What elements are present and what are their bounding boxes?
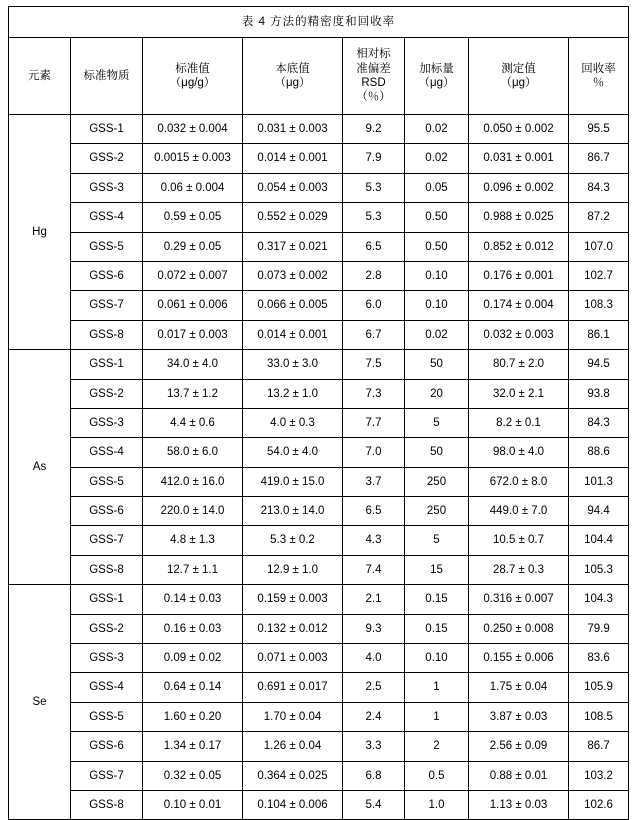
cell-material: GSS-2	[71, 379, 143, 408]
cell-material: GSS-3	[71, 408, 143, 437]
header-reference-material: 标准物质	[71, 38, 143, 115]
cell-measured: 0.316 ± 0.007	[469, 585, 569, 614]
cell-material: GSS-6	[71, 497, 143, 526]
cell-background: 0.054 ± 0.003	[243, 173, 343, 202]
cell-background: 0.132 ± 0.012	[243, 614, 343, 643]
cell-standard: 4.4 ± 0.6	[143, 408, 243, 437]
table-row	[9, 438, 629, 467]
cell-recovery: 87.2	[569, 203, 629, 232]
cell-spike: 0.15	[405, 614, 469, 643]
cell-recovery: 94.5	[569, 350, 629, 379]
cell-material: GSS-1	[71, 585, 143, 614]
cell-recovery: 102.7	[569, 261, 629, 290]
cell-spike: 50	[405, 350, 469, 379]
group-label-hg: Hg	[9, 115, 71, 350]
table-row	[9, 702, 629, 731]
header-recovery-line2: ％	[592, 77, 605, 89]
cell-measured: 0.88 ± 0.01	[469, 761, 569, 790]
table-row	[9, 732, 629, 761]
table-row	[9, 761, 629, 790]
cell-material: GSS-1	[71, 115, 143, 144]
cell-rsd: 4.0	[343, 644, 405, 673]
cell-recovery: 104.3	[569, 585, 629, 614]
table-row	[9, 203, 629, 232]
cell-spike: 5	[405, 526, 469, 555]
cell-background: 0.552 ± 0.029	[243, 203, 343, 232]
cell-recovery: 95.5	[569, 115, 629, 144]
cell-rsd: 6.8	[343, 761, 405, 790]
cell-material: GSS-8	[71, 790, 143, 819]
cell-spike: 0.15	[405, 585, 469, 614]
cell-standard: 0.072 ± 0.007	[143, 261, 243, 290]
cell-standard: 1.34 ± 0.17	[143, 732, 243, 761]
cell-recovery: 107.0	[569, 232, 629, 261]
cell-rsd: 6.5	[343, 232, 405, 261]
cell-material: GSS-8	[71, 320, 143, 349]
cell-material: GSS-5	[71, 467, 143, 496]
cell-standard: 1.60 ± 0.20	[143, 702, 243, 731]
cell-rsd: 7.3	[343, 379, 405, 408]
cell-spike: 15	[405, 555, 469, 584]
cell-recovery: 86.7	[569, 732, 629, 761]
cell-measured: 8.2 ± 0.1	[469, 408, 569, 437]
header-background-value-label: 本底值	[275, 62, 310, 75]
table-row	[9, 232, 629, 261]
cell-rsd: 3.3	[343, 732, 405, 761]
cell-measured: 0.155 ± 0.006	[469, 644, 569, 673]
cell-standard: 0.14 ± 0.03	[143, 585, 243, 614]
header-standard-value-label: 标准值	[175, 62, 210, 75]
cell-standard: 4.8 ± 1.3	[143, 526, 243, 555]
header-standard-value	[143, 38, 243, 115]
cell-standard: 0.59 ± 0.05	[143, 203, 243, 232]
cell-background: 213.0 ± 14.0	[243, 497, 343, 526]
cell-background: 0.014 ± 0.001	[243, 144, 343, 173]
table-row	[9, 291, 629, 320]
cell-spike: 1	[405, 702, 469, 731]
cell-measured: 28.7 ± 0.3	[469, 555, 569, 584]
cell-measured: 0.852 ± 0.012	[469, 232, 569, 261]
table-row	[9, 261, 629, 290]
cell-material: GSS-7	[71, 526, 143, 555]
cell-background: 0.031 ± 0.003	[243, 115, 343, 144]
table-row	[9, 555, 629, 584]
cell-recovery: 105.9	[569, 673, 629, 702]
cell-standard: 220.0 ± 14.0	[143, 497, 243, 526]
cell-material: GSS-8	[71, 555, 143, 584]
cell-background: 0.073 ± 0.002	[243, 261, 343, 290]
cell-background: 33.0 ± 3.0	[243, 350, 343, 379]
cell-background: 0.317 ± 0.021	[243, 232, 343, 261]
cell-spike: 250	[405, 497, 469, 526]
cell-rsd: 9.3	[343, 614, 405, 643]
cell-measured: 449.0 ± 7.0	[469, 497, 569, 526]
header-spike-label: 加标量	[419, 62, 454, 75]
cell-background: 0.364 ± 0.025	[243, 761, 343, 790]
cell-spike: 2	[405, 732, 469, 761]
cell-standard: 0.29 ± 0.05	[143, 232, 243, 261]
cell-rsd: 6.5	[343, 497, 405, 526]
header-rsd-line1: 相对标	[356, 48, 391, 61]
header-measured-label: 测定值	[501, 62, 536, 75]
cell-material: GSS-3	[71, 644, 143, 673]
cell-spike: 0.50	[405, 232, 469, 261]
precision-recovery-table	[8, 6, 629, 820]
table-row	[9, 115, 629, 144]
cell-rsd: 5.4	[343, 790, 405, 819]
cell-background: 54.0 ± 4.0	[243, 438, 343, 467]
cell-measured: 0.988 ± 0.025	[469, 203, 569, 232]
cell-recovery: 86.7	[569, 144, 629, 173]
table-title-row	[9, 7, 629, 38]
cell-rsd: 7.5	[343, 350, 405, 379]
cell-measured: 1.13 ± 0.03	[469, 790, 569, 819]
header-background-value-unit: （μg）	[274, 77, 311, 89]
cell-background: 13.2 ± 1.0	[243, 379, 343, 408]
cell-rsd: 7.0	[343, 438, 405, 467]
cell-background: 0.159 ± 0.003	[243, 585, 343, 614]
header-spike	[405, 38, 469, 115]
cell-background: 0.066 ± 0.005	[243, 291, 343, 320]
cell-material: GSS-4	[71, 673, 143, 702]
cell-material: GSS-1	[71, 350, 143, 379]
header-rsd-line4: （％）	[356, 91, 391, 104]
table-row	[9, 144, 629, 173]
cell-rsd: 2.1	[343, 585, 405, 614]
header-spike-unit: （μg）	[418, 77, 455, 89]
cell-measured: 672.0 ± 8.0	[469, 467, 569, 496]
cell-recovery: 86.1	[569, 320, 629, 349]
cell-rsd: 7.4	[343, 555, 405, 584]
table-row	[9, 320, 629, 349]
cell-material: GSS-7	[71, 291, 143, 320]
table-row	[9, 644, 629, 673]
cell-rsd: 5.3	[343, 203, 405, 232]
header-standard-value-unit: （μg/g）	[169, 77, 216, 89]
cell-standard: 0.06 ± 0.004	[143, 173, 243, 202]
cell-spike: 0.50	[405, 203, 469, 232]
table-row	[9, 467, 629, 496]
cell-recovery: 108.5	[569, 702, 629, 731]
group-label-se: Se	[9, 585, 71, 820]
cell-standard: 0.0015 ± 0.003	[143, 144, 243, 173]
cell-material: GSS-5	[71, 232, 143, 261]
cell-standard: 0.017 ± 0.003	[143, 320, 243, 349]
cell-rsd: 3.7	[343, 467, 405, 496]
header-measured-unit: （μg）	[500, 77, 537, 89]
cell-rsd: 9.2	[343, 115, 405, 144]
table-row	[9, 497, 629, 526]
cell-measured: 3.87 ± 0.03	[469, 702, 569, 731]
table-body	[9, 7, 629, 820]
cell-background: 419.0 ± 15.0	[243, 467, 343, 496]
cell-spike: 1	[405, 673, 469, 702]
cell-rsd: 2.5	[343, 673, 405, 702]
table-row	[9, 379, 629, 408]
cell-background: 12.9 ± 1.0	[243, 555, 343, 584]
table-row	[9, 673, 629, 702]
table-row	[9, 408, 629, 437]
cell-standard: 34.0 ± 4.0	[143, 350, 243, 379]
cell-material: GSS-2	[71, 144, 143, 173]
cell-recovery: 88.6	[569, 438, 629, 467]
cell-standard: 0.16 ± 0.03	[143, 614, 243, 643]
cell-background: 0.014 ± 0.001	[243, 320, 343, 349]
header-rsd-line2: 准偏差	[356, 62, 391, 75]
cell-spike: 20	[405, 379, 469, 408]
cell-background: 0.104 ± 0.006	[243, 790, 343, 819]
table-row	[9, 585, 629, 614]
cell-material: GSS-6	[71, 732, 143, 761]
group-label-as: As	[9, 350, 71, 585]
cell-rsd: 6.0	[343, 291, 405, 320]
cell-standard: 0.061 ± 0.006	[143, 291, 243, 320]
cell-measured: 0.250 ± 0.008	[469, 614, 569, 643]
cell-spike: 5	[405, 408, 469, 437]
cell-rsd: 4.3	[343, 526, 405, 555]
cell-material: GSS-6	[71, 261, 143, 290]
cell-measured: 0.096 ± 0.002	[469, 173, 569, 202]
cell-background: 1.70 ± 0.04	[243, 702, 343, 731]
cell-standard: 0.64 ± 0.14	[143, 673, 243, 702]
cell-spike: 50	[405, 438, 469, 467]
cell-rsd: 7.9	[343, 144, 405, 173]
table-row	[9, 526, 629, 555]
table-title: 表 4 方法的精密度和回收率	[9, 7, 629, 38]
cell-spike: 0.5	[405, 761, 469, 790]
cell-spike: 1.0	[405, 790, 469, 819]
cell-recovery: 104.4	[569, 526, 629, 555]
header-rsd	[343, 38, 405, 115]
cell-measured: 0.050 ± 0.002	[469, 115, 569, 144]
cell-recovery: 102.6	[569, 790, 629, 819]
cell-material: GSS-3	[71, 173, 143, 202]
cell-material: GSS-4	[71, 438, 143, 467]
cell-spike: 0.10	[405, 261, 469, 290]
cell-standard: 12.7 ± 1.1	[143, 555, 243, 584]
table-row	[9, 614, 629, 643]
cell-material: GSS-4	[71, 203, 143, 232]
cell-background: 0.071 ± 0.003	[243, 644, 343, 673]
cell-recovery: 101.3	[569, 467, 629, 496]
cell-material: GSS-2	[71, 614, 143, 643]
cell-rsd: 2.8	[343, 261, 405, 290]
cell-standard: 0.032 ± 0.004	[143, 115, 243, 144]
cell-measured: 2.56 ± 0.09	[469, 732, 569, 761]
cell-standard: 0.10 ± 0.01	[143, 790, 243, 819]
cell-background: 5.3 ± 0.2	[243, 526, 343, 555]
cell-spike: 0.05	[405, 173, 469, 202]
table-row	[9, 173, 629, 202]
header-background-value	[243, 38, 343, 115]
header-element: 元素	[9, 38, 71, 115]
cell-background: 4.0 ± 0.3	[243, 408, 343, 437]
cell-material: GSS-5	[71, 702, 143, 731]
cell-rsd: 6.7	[343, 320, 405, 349]
cell-background: 0.691 ± 0.017	[243, 673, 343, 702]
cell-recovery: 103.2	[569, 761, 629, 790]
cell-spike: 0.02	[405, 144, 469, 173]
cell-recovery: 83.6	[569, 644, 629, 673]
header-recovery	[569, 38, 629, 115]
cell-measured: 1.75 ± 0.04	[469, 673, 569, 702]
cell-material: GSS-7	[71, 761, 143, 790]
cell-measured: 10.5 ± 0.7	[469, 526, 569, 555]
cell-spike: 0.10	[405, 291, 469, 320]
cell-standard: 0.09 ± 0.02	[143, 644, 243, 673]
cell-standard: 13.7 ± 1.2	[143, 379, 243, 408]
cell-measured: 0.032 ± 0.003	[469, 320, 569, 349]
header-rsd-line3: RSD	[361, 77, 386, 89]
cell-recovery: 93.8	[569, 379, 629, 408]
cell-rsd: 7.7	[343, 408, 405, 437]
header-measured	[469, 38, 569, 115]
cell-background: 1.26 ± 0.04	[243, 732, 343, 761]
cell-standard: 412.0 ± 16.0	[143, 467, 243, 496]
cell-measured: 0.031 ± 0.001	[469, 144, 569, 173]
cell-measured: 32.0 ± 2.1	[469, 379, 569, 408]
header-recovery-line1: 回收率	[581, 62, 616, 75]
cell-measured: 98.0 ± 4.0	[469, 438, 569, 467]
cell-recovery: 94.4	[569, 497, 629, 526]
table-row	[9, 790, 629, 819]
cell-measured: 0.176 ± 0.001	[469, 261, 569, 290]
cell-spike: 0.02	[405, 320, 469, 349]
cell-spike: 0.02	[405, 115, 469, 144]
cell-rsd: 5.3	[343, 173, 405, 202]
cell-recovery: 79.9	[569, 614, 629, 643]
cell-recovery: 105.3	[569, 555, 629, 584]
cell-spike: 0.10	[405, 644, 469, 673]
cell-rsd: 2.4	[343, 702, 405, 731]
table-header-row	[9, 38, 629, 115]
cell-recovery: 108.3	[569, 291, 629, 320]
cell-measured: 80.7 ± 2.0	[469, 350, 569, 379]
cell-standard: 58.0 ± 6.0	[143, 438, 243, 467]
cell-measured: 0.174 ± 0.004	[469, 291, 569, 320]
table-row	[9, 350, 629, 379]
cell-spike: 250	[405, 467, 469, 496]
cell-recovery: 84.3	[569, 173, 629, 202]
cell-recovery: 84.3	[569, 408, 629, 437]
cell-standard: 0.32 ± 0.05	[143, 761, 243, 790]
